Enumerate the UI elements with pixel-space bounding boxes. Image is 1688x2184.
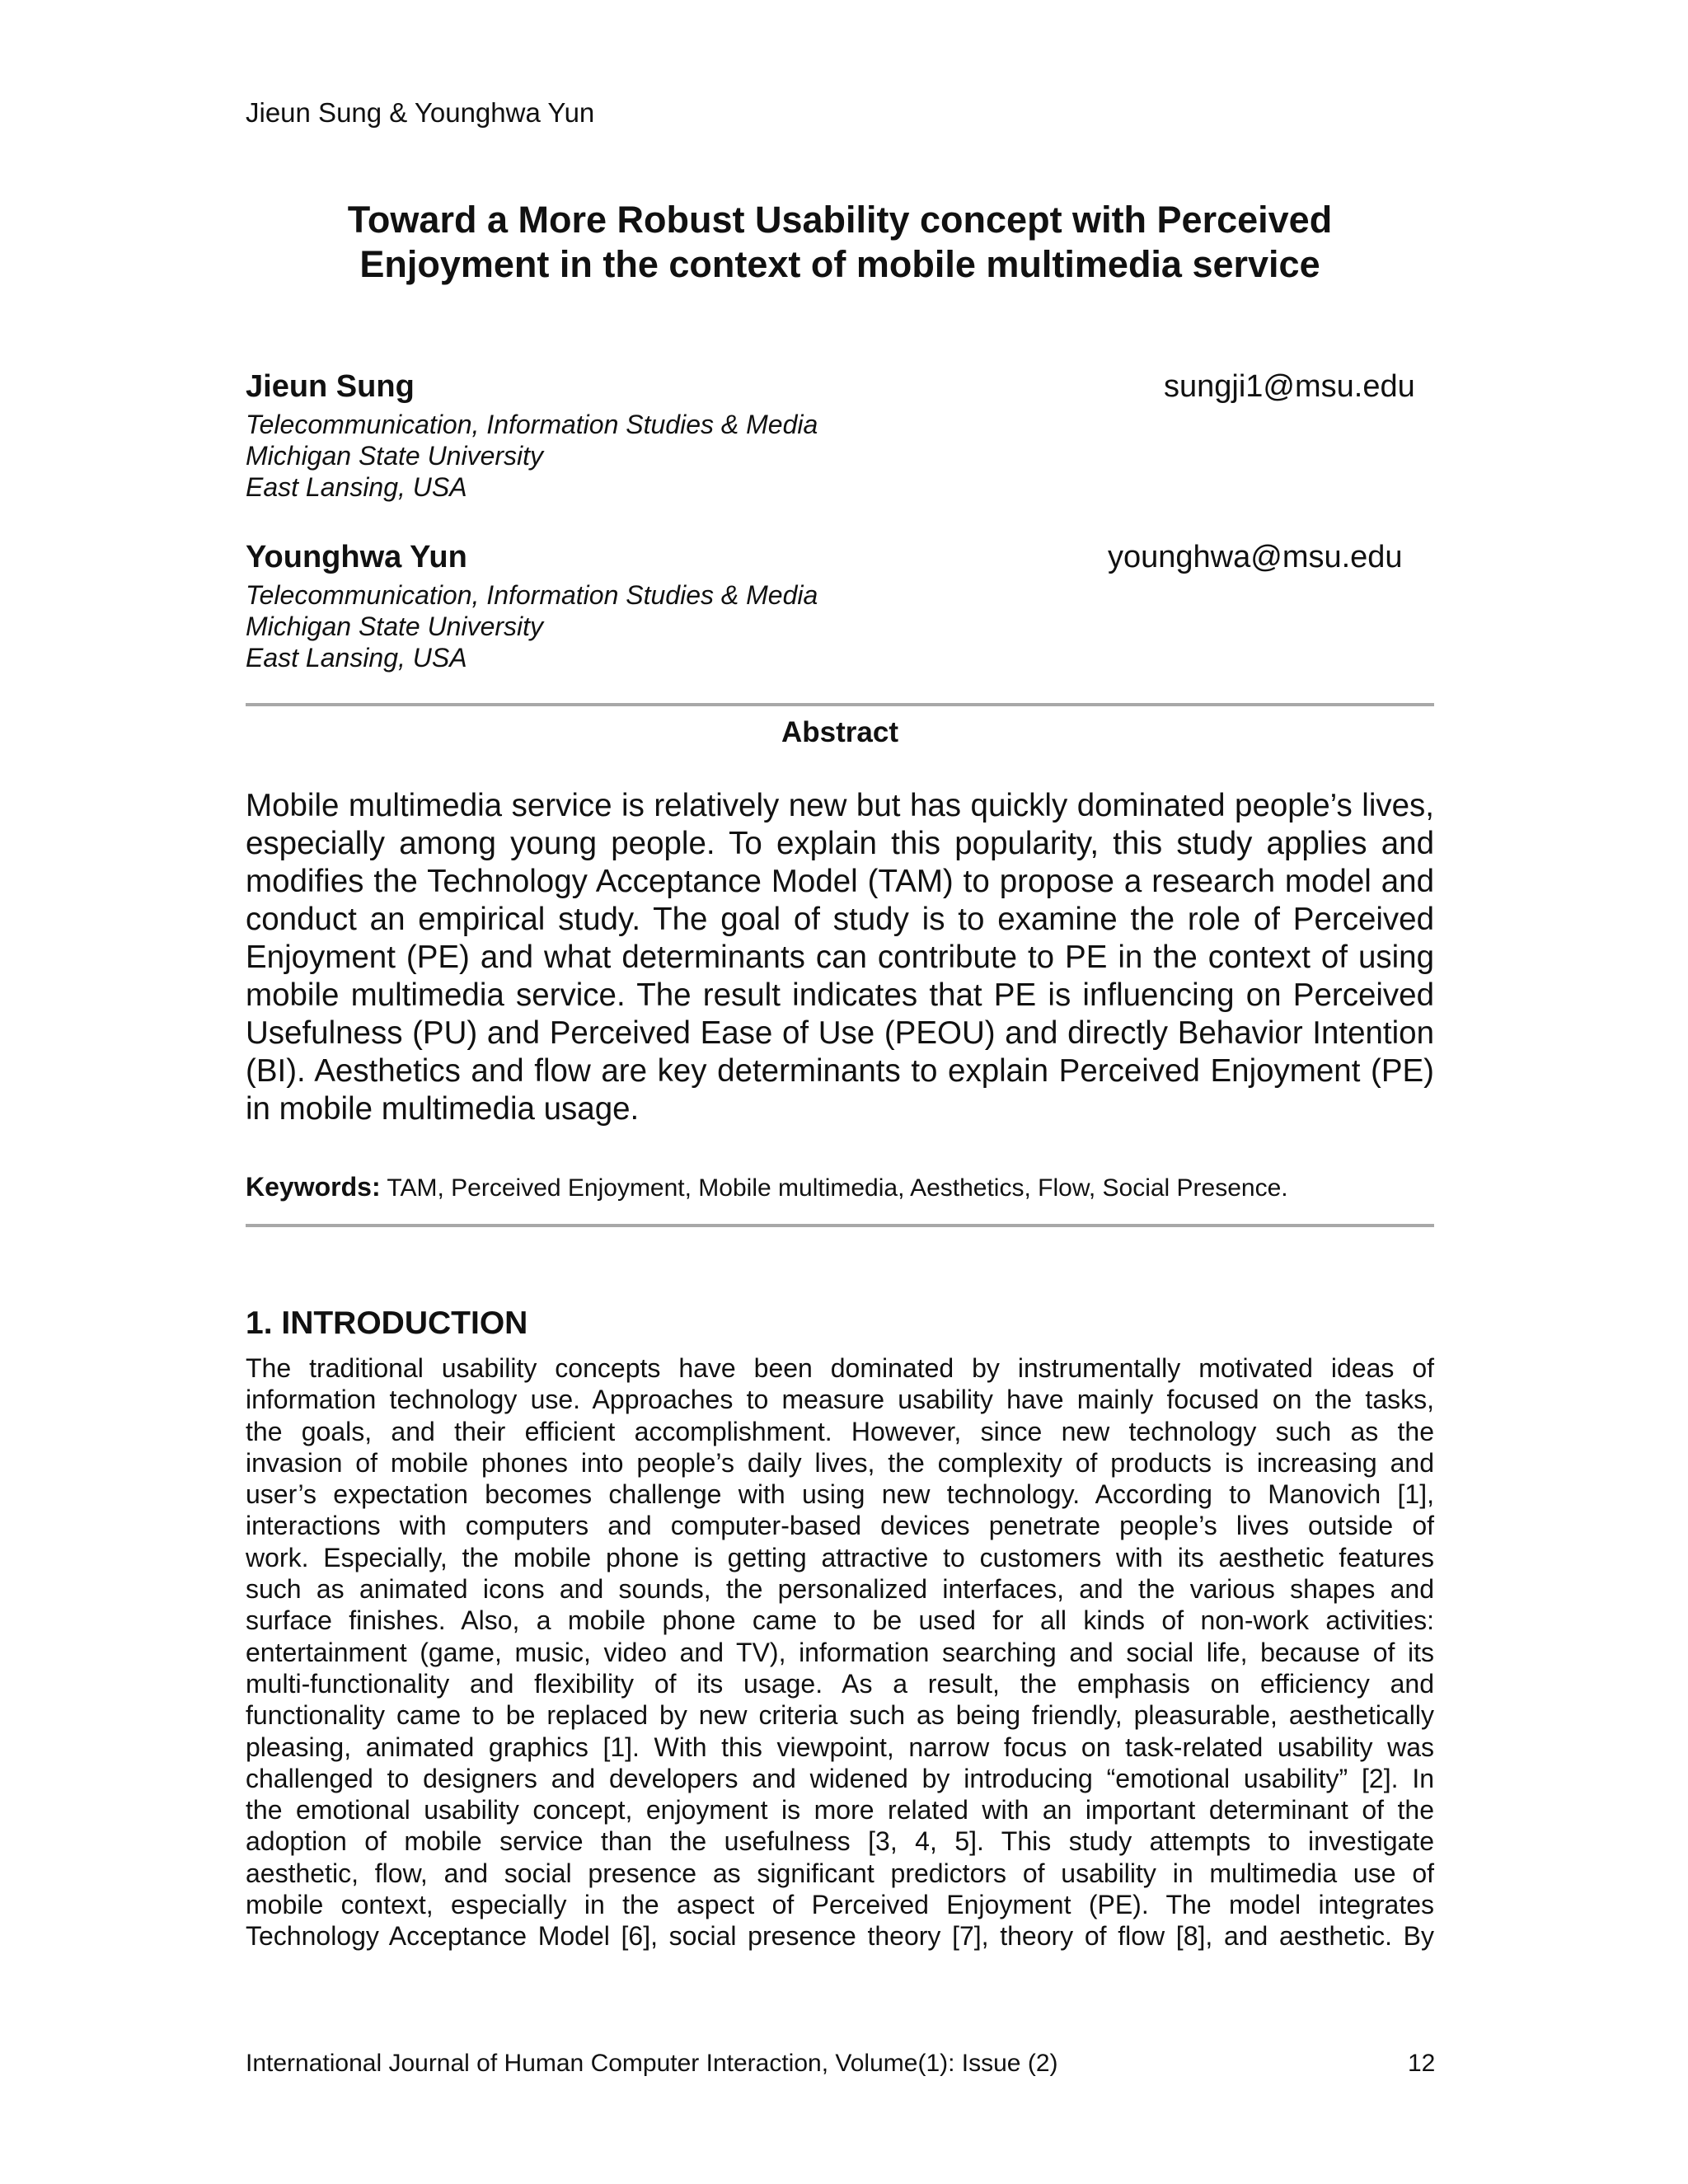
body-line: interactions with computers and computer-based devices penetrate people’s lives outside of: [246, 1511, 1434, 1541]
author-name-2: Younghwa Yun: [246, 540, 467, 574]
keywords: [246, 1172, 1288, 1202]
body-line: user’s expectation becomes challenge with using new technology. According to Manovich [1],: [246, 1479, 1434, 1510]
body-line: functionality came to be replaced by new criteria such as being friendly, pleasurable, aesthetically: [246, 1700, 1434, 1731]
affiliation-location: East Lansing, USA: [246, 472, 467, 502]
abstract-text: Mobile multimedia service is relatively new but has quickly dominated people’s lives, especially among young people. To explain this popularity, this study applies and modifies the Technology Acceptance Model (TAM) to propose a research model and conduct an empirical study. The goal of study is to examine the role of Perceived Enjoyment (PE) and what determinants can contribute to PE in the context of using mobile multimedia service. The result indicates that PE is influencing on Perceived Usefulness (PU) and Perceived Ease of Use (PEOU) and directly Behavior Intention (BI). Aesthetics and flow are key determinants to explain Perceived Enjoyment (PE) in mobile multimedia usage.: [246, 788, 1434, 1127]
author-email-1: sungji1@msu.edu: [1164, 369, 1415, 404]
running-head: Jieun Sung & Younghwa Yun: [246, 97, 595, 128]
body-line: mobile context, especially in the aspect of Perceived Enjoyment (PE). The model integrates: [246, 1890, 1434, 1920]
body-line: surface finishes. Also, a mobile phone came to be used for all kinds of non-work activities:: [246, 1605, 1434, 1636]
abstract-bottom-divider: [246, 1224, 1434, 1227]
keywords-label: Keywords:: [246, 1172, 381, 1202]
paper-title: [246, 198, 1434, 287]
body-line: the goals, and their efficient accomplishment. However, since new technology such as the: [246, 1416, 1434, 1446]
body-line: adoption of mobile service than the usefulness [3, 4, 5]. This study attempts to investigate: [246, 1826, 1434, 1857]
body-line: challenged to designers and developers and widened by introducing “emotional usability” [2]. In: [246, 1763, 1434, 1793]
body-line: pleasing, animated graphics [1]. With this viewpoint, narrow focus on task-related usability was: [246, 1732, 1434, 1762]
body-line: work. Especially, the mobile phone is getting attractive to customers with its aesthetic features: [246, 1542, 1434, 1572]
introduction-body: [246, 1352, 1434, 1952]
author-affiliation-2: [246, 579, 818, 673]
affiliation-university: Michigan State University: [246, 441, 544, 471]
body-line: Technology Acceptance Model [6], social presence theory [7], theory of flow [8], and aesthetic. By: [246, 1921, 1434, 1952]
paper-title-line-1: Toward a More Robust Usability concept with Perceived: [347, 199, 1333, 241]
body-line: entertainment (game, music, video and TV), information searching and social life, because of its: [246, 1637, 1434, 1667]
body-line: such as animated icons and sounds, the personalized interfaces, and the various shapes and: [246, 1574, 1434, 1605]
body-line: invasion of mobile phones into people’s daily lives, the complexity of products is increasing and: [246, 1447, 1434, 1478]
page-number: 12: [1408, 2050, 1436, 2077]
body-line: multi-functionality and flexibility of its usage. As a result, the emphasis on efficiency and: [246, 1668, 1434, 1699]
footer-journal: International Journal of Human Computer Interaction, Volume(1): Issue (2): [246, 2050, 1058, 2077]
body-line: the emotional usability concept, enjoyment is more related with an important determinant of the: [246, 1795, 1434, 1825]
affiliation-department: Telecommunication, Information Studies & Media: [246, 410, 818, 439]
abstract-top-divider: [246, 703, 1434, 706]
abstract-heading: Abstract: [781, 716, 898, 748]
author-name-1: Jieun Sung: [246, 369, 415, 404]
affiliation-university: Michigan State University: [246, 612, 544, 641]
keywords-list: TAM, Perceived Enjoyment, Mobile multimedia, Aesthetics, Flow, Social Presence.: [387, 1174, 1288, 1202]
author-affiliation-1: [246, 409, 818, 503]
author-email-2: younghwa@msu.edu: [1108, 540, 1403, 574]
affiliation-location: East Lansing, USA: [246, 643, 467, 673]
section-heading: 1. INTRODUCTION: [246, 1305, 528, 1341]
body-line: aesthetic, flow, and social presence as significant predictors of usability in multimedia use of: [246, 1858, 1434, 1888]
body-line: The traditional usability concepts have been dominated by instrumentally motivated ideas of: [246, 1353, 1434, 1383]
affiliation-department: Telecommunication, Information Studies & Media: [246, 580, 818, 610]
body-line: information technology use. Approaches to measure usability have mainly focused on the tasks,: [246, 1385, 1434, 1415]
paper-title-line-2: Enjoyment in the context of mobile multimedia service: [359, 243, 1320, 285]
